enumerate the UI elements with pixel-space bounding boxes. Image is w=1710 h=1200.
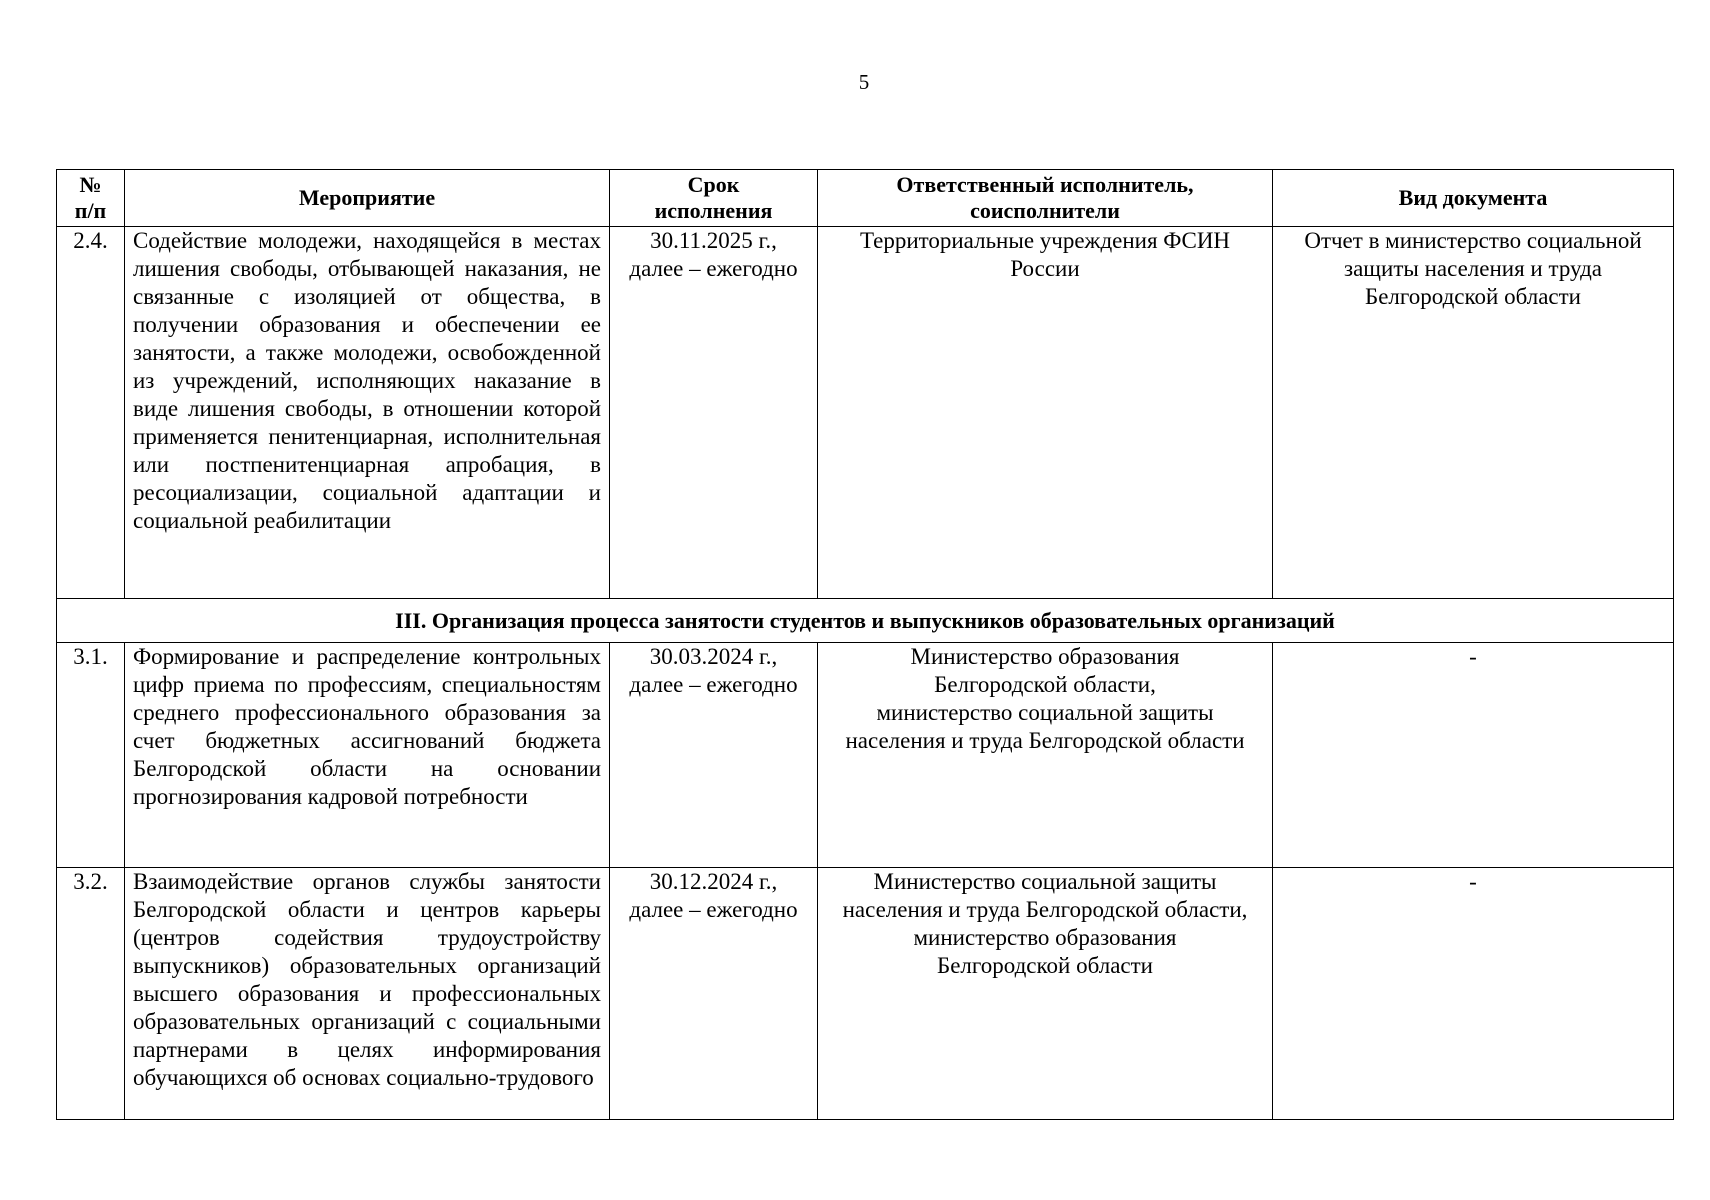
header-document: Вид документа: [1273, 170, 1674, 227]
row-event: Взаимодействие органов службы занятости Белгородской области и центров карьеры (центров содействия трудоустройству выпускников) образовательных организаций высшего образования и профессиональных образовательных организаций с социальными партнерами в целях информирования обучающихся об основах социально-трудового: [125, 868, 610, 1120]
row-document: -: [1273, 643, 1674, 868]
row-deadline: 30.11.2025 г., далее – ежегодно: [610, 227, 818, 599]
row-event: Формирование и распределение контрольных цифр приема по профессиям, специальностям среднего профессионального образования за счет бюджетных ассигнований бюджета Белгородской области на основании прогнозирования кадровой потребности: [125, 643, 610, 868]
row-document: Отчет в министерство социальной защиты населения и труда Белгородской области: [1273, 227, 1674, 599]
header-event: Мероприятие: [125, 170, 610, 227]
plan-table: [56, 169, 1674, 1120]
table-row: [57, 868, 1674, 1120]
row-executor: Министерство социальной защиты населения и труда Белгородской области, министерство образования Белгородской области: [818, 868, 1273, 1120]
row-event: Содействие молодежи, находящейся в местах лишения свободы, отбывающей наказания, не связанные с изоляцией от общества, в получении образования и обеспечении ее занятости, а также молодежи, освобожденной из учреждений, исполняющих наказание в виде лишения свободы, в отношении которой применяется пенитенциарная, исполнительная или постпенитенциарная апробация, в ресоциализации, социальной адаптации и социальной реабилитации: [125, 227, 610, 599]
row-number: 3.1.: [57, 643, 125, 868]
section-title: III. Организация процесса занятости студентов и выпускников образовательных организаций: [57, 599, 1674, 643]
page-number: 5: [858, 70, 870, 94]
table-header-row: [57, 170, 1674, 227]
row-executor: Министерство образования Белгородской области, министерство социальной защиты населения и труда Белгородской области: [818, 643, 1273, 868]
row-number: 2.4.: [57, 227, 125, 599]
row-deadline: 30.03.2024 г., далее – ежегодно: [610, 643, 818, 868]
header-executor: Ответственный исполнитель, соисполнители: [818, 170, 1273, 227]
header-deadline: Срок исполнения: [610, 170, 818, 227]
row-executor: Территориальные учреждения ФСИН России: [818, 227, 1273, 599]
row-document: -: [1273, 868, 1674, 1120]
row-deadline: 30.12.2024 г., далее – ежегодно: [610, 868, 818, 1120]
table-row: [57, 643, 1674, 868]
table-row: [57, 227, 1674, 599]
section-row: [57, 599, 1674, 643]
row-number: 3.2.: [57, 868, 125, 1120]
header-num: № п/п: [57, 170, 125, 227]
